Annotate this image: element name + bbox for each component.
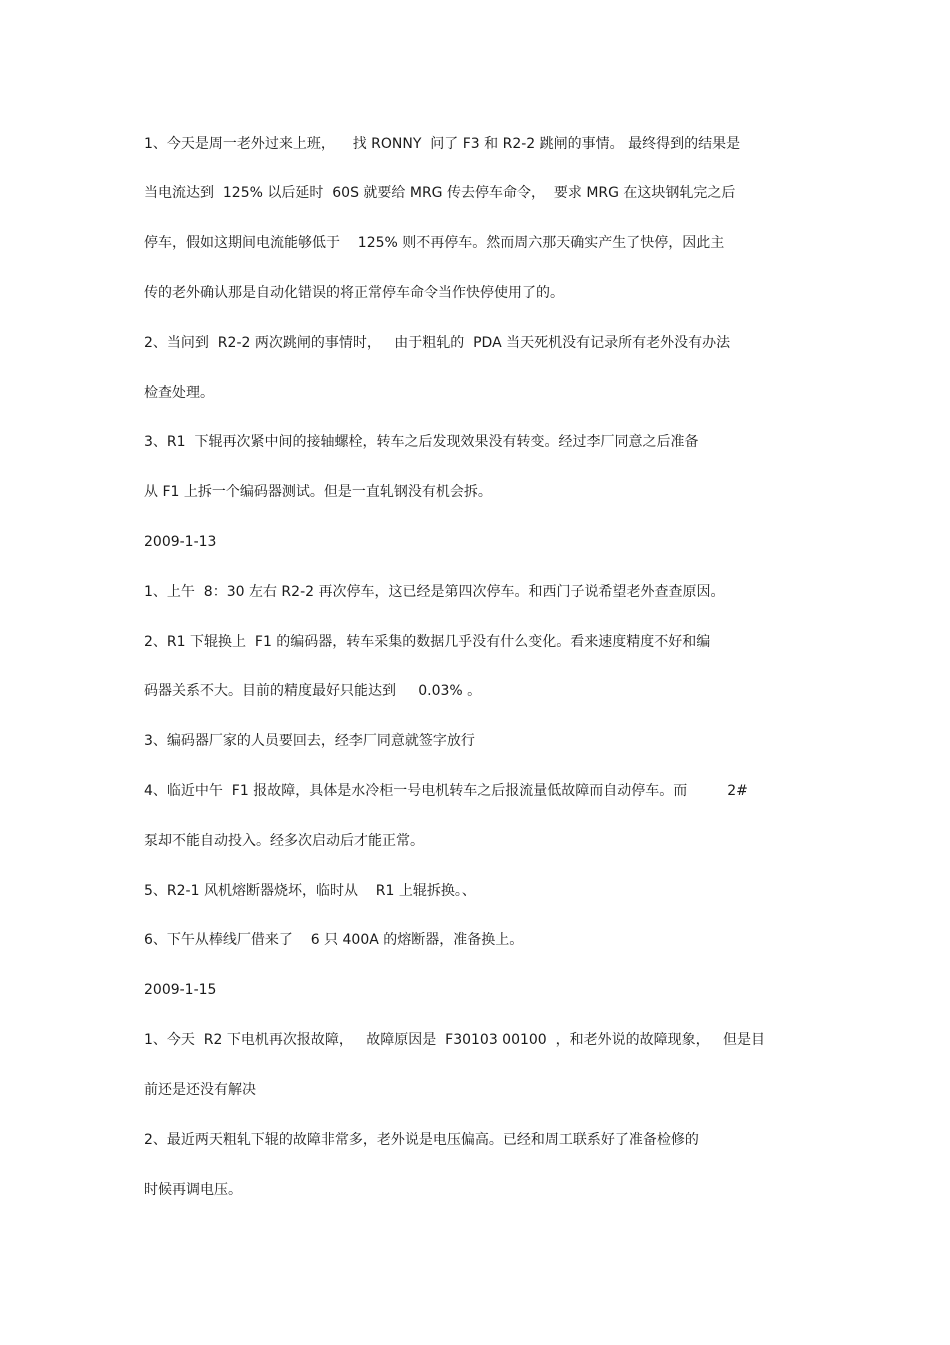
- text-line: 泵却不能自动投入。经多次启动后才能正常。: [144, 833, 424, 849]
- date-heading: 2009-1-15: [144, 982, 217, 998]
- text-line: 从 F1 上拆一个编码器测试。但是一直轧钢没有机会拆。: [144, 484, 492, 500]
- text-line: 4、临近中午 F1 报故障，具体是水冷柜一号电机转车之后报流量低故障而自动停车。而 2#: [144, 783, 748, 799]
- date-heading: 2009-1-13: [144, 534, 217, 550]
- text-line: 传的老外确认那是自动化错误的将正常停车命令当作快停使用了的。: [144, 285, 564, 301]
- text-line: 前还是还没有解决: [144, 1082, 256, 1098]
- text-line: 当电流达到 125% 以后延时 60S 就要给 MRG 传去停车命令， 要求 MRG 在这块钢轧完之后: [144, 185, 736, 201]
- text-line: 3、R1 下辊再次紧中间的接轴螺栓，转车之后发现效果没有转变。经过李厂同意之后准备: [144, 434, 699, 450]
- text-line: 检查处理。: [144, 385, 214, 401]
- text-line: 时候再调电压。: [144, 1182, 242, 1198]
- text-line: 6、下午从棒线厂借来了 6 只 400A 的熔断器，准备换上。: [144, 932, 524, 948]
- text-line: 2、R1 下辊换上 F1 的编码器，转车采集的数据几乎没有什么变化。看来速度精度不好和编: [144, 634, 711, 650]
- text-line: 1、今天 R2 下电机再次报故障， 故障原因是 F30103 00100 ，和老外说的故障现象， 但是目: [144, 1032, 765, 1048]
- text-line: 5、R2-1 风机熔断器烧坏，临时从 R1 上辊拆换。、: [144, 883, 476, 899]
- text-line: 2、最近两天粗轧下辊的故障非常多，老外说是电压偏高。已经和周工联系好了准备检修的: [144, 1132, 699, 1148]
- text-line: 3、编码器厂家的人员要回去，经李厂同意就签字放行: [144, 733, 475, 749]
- text-line: 停车，假如这期间电流能够低于 125% 则不再停车。然而周六那天确实产生了快停，因此主: [144, 235, 725, 251]
- text-line: 码器关系不大。目前的精度最好只能达到 0.03% 。: [144, 683, 482, 699]
- text-line: 2、当问到 R2-2 两次跳闸的事情时， 由于粗轧的 PDA 当天死机没有记录所有老外没有办法: [144, 335, 731, 351]
- text-line: 1、今天是周一老外过来上班， 找 RONNY 问了 F3 和 R2-2 跳闸的事情。 最终得到的结果是: [144, 136, 741, 152]
- text-line: 1、上午 8：30 左右 R2-2 再次停车，这已经是第四次停车。和西门子说希望老外查查原因。: [144, 584, 725, 600]
